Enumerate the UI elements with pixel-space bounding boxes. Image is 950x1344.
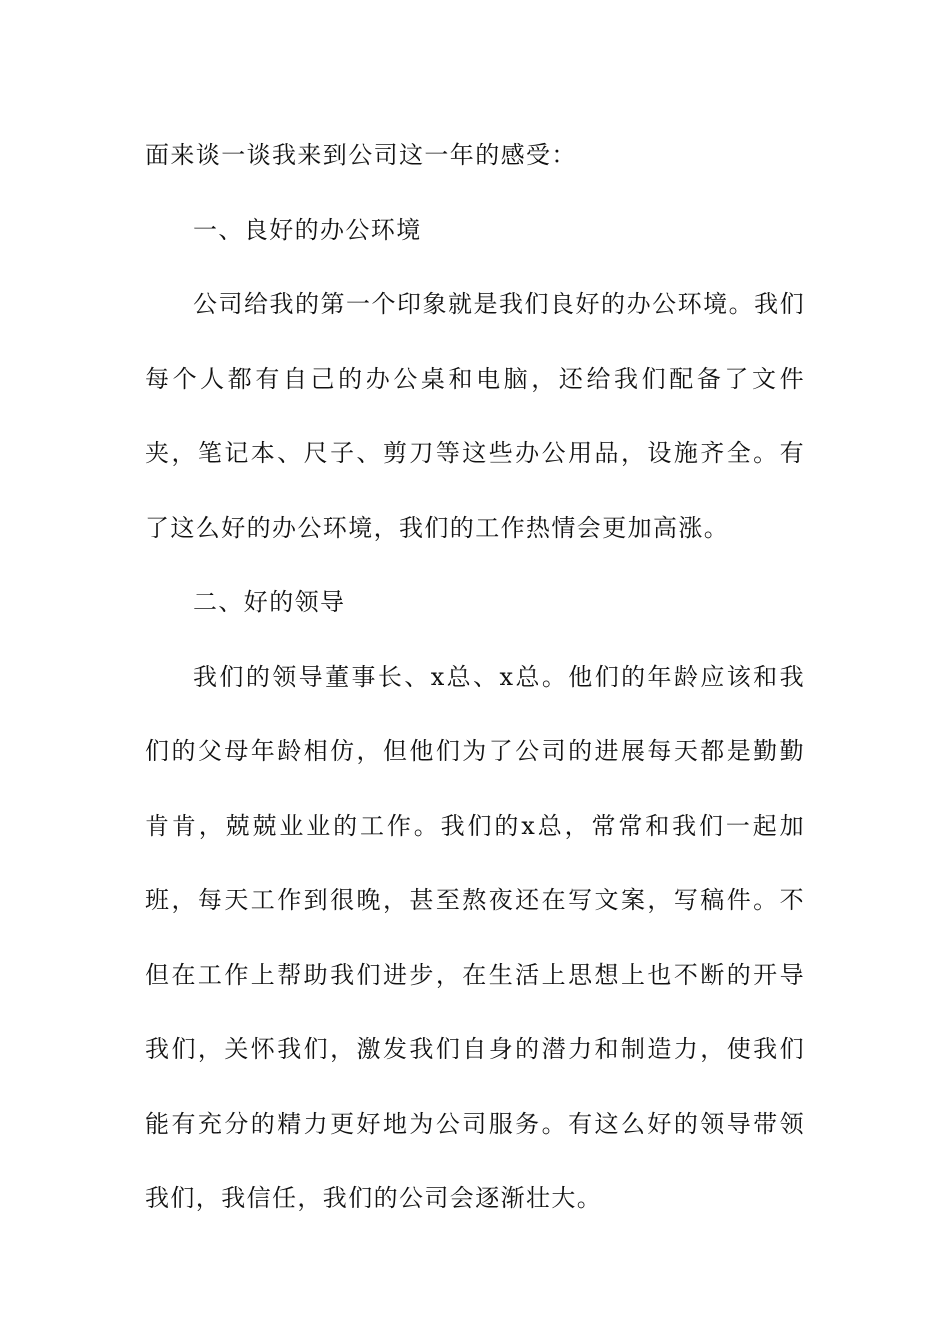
leadership-paragraph: 我们的领导董事长、x总、x总。他们的年龄应该和我们的父母年龄相仿，但他们为了公司的进展每天都是勤勤肯肯，兢兢业业的工作。我们的x总，常常和我们一起加班，每天工作到很晚，甚至熬夜还在写文案，写稿件。不但在工作上帮助我们进步，在生活上思想上也不断的开导我们，关怀我们，激发我们自身的潜力和制造力，使我们能有充分的精力更好地为公司服务。有这么好的领导带领我们，我信任，我们的公司会逐渐壮大。 — [145, 662, 805, 1212]
document-body — [145, 118, 805, 1236]
section-heading-office-environment: 一、良好的办公环境 — [193, 215, 422, 244]
section-heading-leadership: 二、好的领导 — [193, 588, 346, 616]
intro-paragraph: 面来谈一谈我来到公司这一年的感受： — [145, 141, 577, 169]
office-environment-paragraph: 公司给我的第一个印象就是我们良好的办公环境。我们每个人都有自己的办公桌和电脑，还给我们配备了文件夹，笔记本、尺子、剪刀等这些办公用品，设施齐全。有了这么好的办公环境，我们的工作热情会更加高涨。 — [145, 290, 805, 542]
